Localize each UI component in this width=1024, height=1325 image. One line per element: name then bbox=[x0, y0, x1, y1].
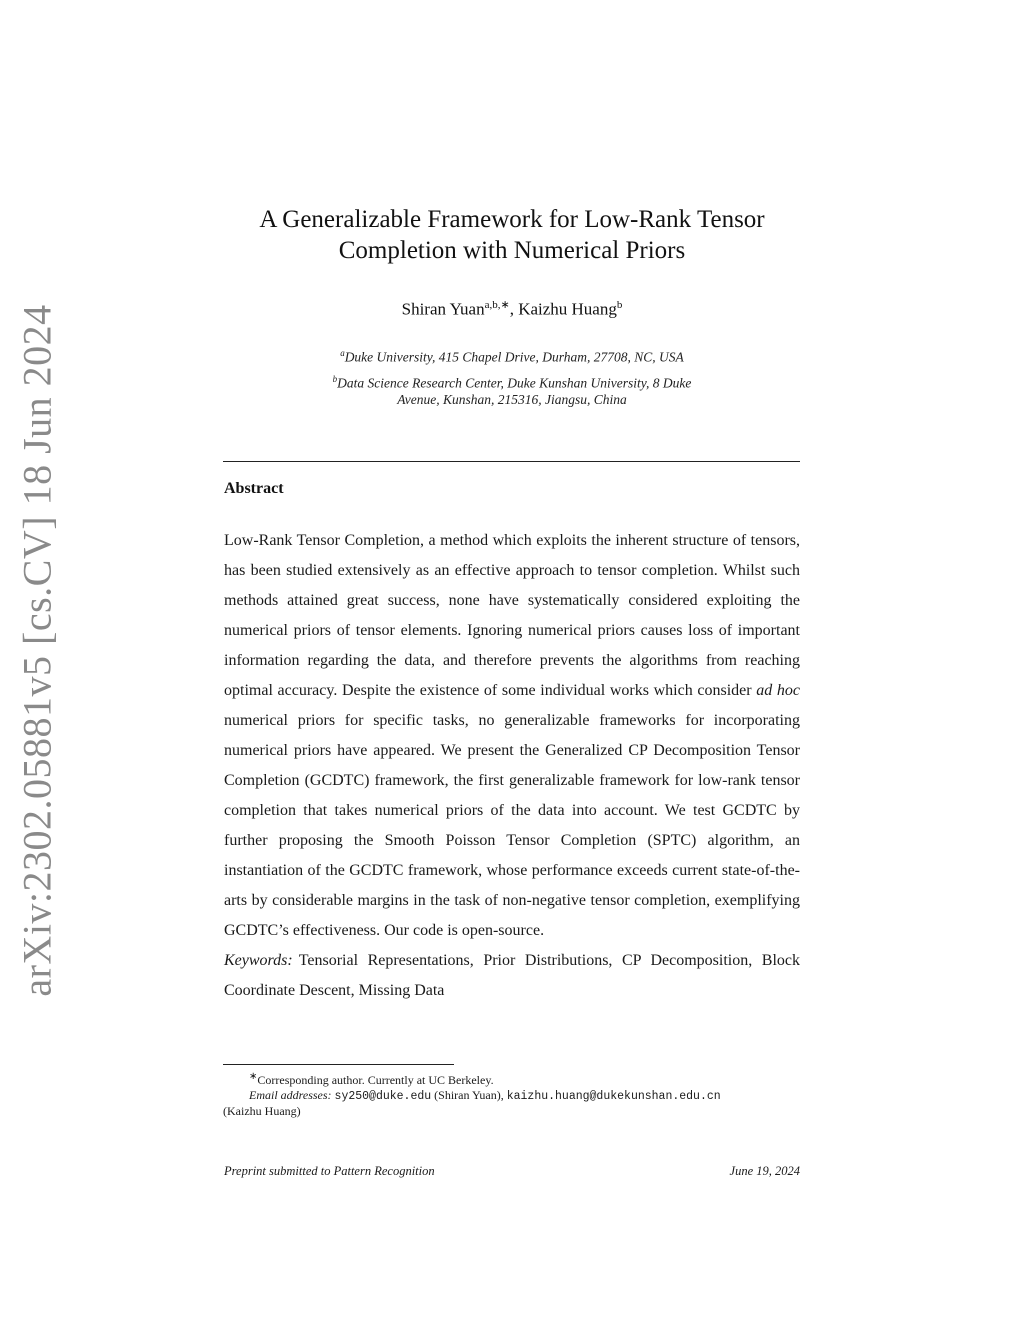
paper-title bbox=[200, 204, 824, 266]
keywords-text: Tensorial Representations, Prior Distributions, CP Decomposition, Block Coordinate Descent, Missing Data bbox=[224, 952, 800, 999]
email-link[interactable]: sy250@duke.edu bbox=[334, 1090, 432, 1103]
arxiv-identifier bbox=[10, 303, 64, 997]
abstract-text: Low-Rank Tensor Completion, a method which exploits the inherent structure of tensors, has been studied extensively as an effective approach to tensor completion. Whilst such methods attained great success, none have systematically considered exploiting the numerical priors of tensor elements. Ignoring numerical priors causes loss of important information regarding the data, and therefore prevents the algorithms from reaching optimal accuracy. Despite the existence of some individual works which consider bbox=[224, 532, 800, 699]
email-link[interactable]: kaizhu.huang@dukekunshan.edu.cn bbox=[506, 1090, 721, 1103]
affiliation-b bbox=[260, 371, 764, 408]
arxiv-identifier-text: arXiv:2302.05881v5 [cs.CV] 18 Jun 2024 bbox=[14, 303, 60, 997]
footnote-corresponding bbox=[223, 1069, 803, 1088]
author-separator: , bbox=[509, 299, 519, 319]
footnote-mark: ∗ bbox=[249, 1071, 258, 1082]
title-line-2: Completion with Numerical Priors bbox=[338, 237, 686, 264]
preprint-date: June 19, 2024 bbox=[729, 1164, 800, 1178]
abstract-heading: Abstract bbox=[224, 480, 284, 497]
preprint-note: Preprint submitted to Pattern Recognition bbox=[224, 1164, 435, 1178]
keywords-label: Keywords: bbox=[224, 952, 293, 969]
affiliation-a bbox=[260, 345, 764, 366]
affiliation-text: Duke University, 415 Chapel Drive, Durham, 27708, NC, USA bbox=[344, 349, 684, 365]
keywords bbox=[224, 946, 800, 1006]
abstract-italic-text: ad hoc bbox=[756, 682, 800, 699]
email-label: Email addresses: bbox=[249, 1088, 332, 1102]
author-marks: a,b,∗ bbox=[484, 299, 510, 311]
author-list bbox=[200, 298, 824, 320]
footnote-emails bbox=[223, 1088, 803, 1104]
affiliation-text: Data Science Research Center, Duke Kunshan University, 8 Duke bbox=[337, 375, 692, 391]
footnote bbox=[223, 1069, 803, 1119]
email-owner: (Shiran Yuan), bbox=[431, 1088, 507, 1102]
email-owner: (Kaizhu Huang) bbox=[223, 1104, 301, 1118]
abstract-top-rule bbox=[223, 461, 800, 462]
affiliation-text: Avenue, Kunshan, 215316, Jiangsu, China bbox=[397, 391, 627, 407]
footnote-corresponding-text: Corresponding author. Currently at UC Berkeley. bbox=[257, 1073, 494, 1087]
author-marks: b bbox=[616, 299, 623, 311]
author-name: Kaizhu Huang bbox=[518, 299, 617, 319]
affiliation-mark: a bbox=[340, 348, 345, 358]
affiliation-mark: b bbox=[332, 374, 338, 384]
title-line-1: A Generalizable Framework for Low-Rank Tensor bbox=[259, 206, 765, 233]
abstract-body bbox=[224, 526, 800, 1006]
abstract-text: numerical priors for specific tasks, no generalizable frameworks for incorporating numerical priors have appeared. We present the Generalized CP Decomposition Tensor Completion (GCDTC) framework, the first generalizable framework for low-rank tensor completion that takes numerical priors of the data into account. We test GCDTC by further proposing the Smooth Poisson Tensor Completion (SPTC) algorithm, an instantiation of the GCDTC framework, whose performance exceeds current state-of-the-arts by considerable margins in the task of non-negative tensor completion, exemplifying GCDTC’s effectiveness. Our code is open-source. bbox=[224, 712, 800, 939]
abstract-paragraph bbox=[224, 526, 800, 946]
footnote-rule bbox=[223, 1064, 454, 1065]
author-name: Shiran Yuan bbox=[401, 299, 485, 319]
